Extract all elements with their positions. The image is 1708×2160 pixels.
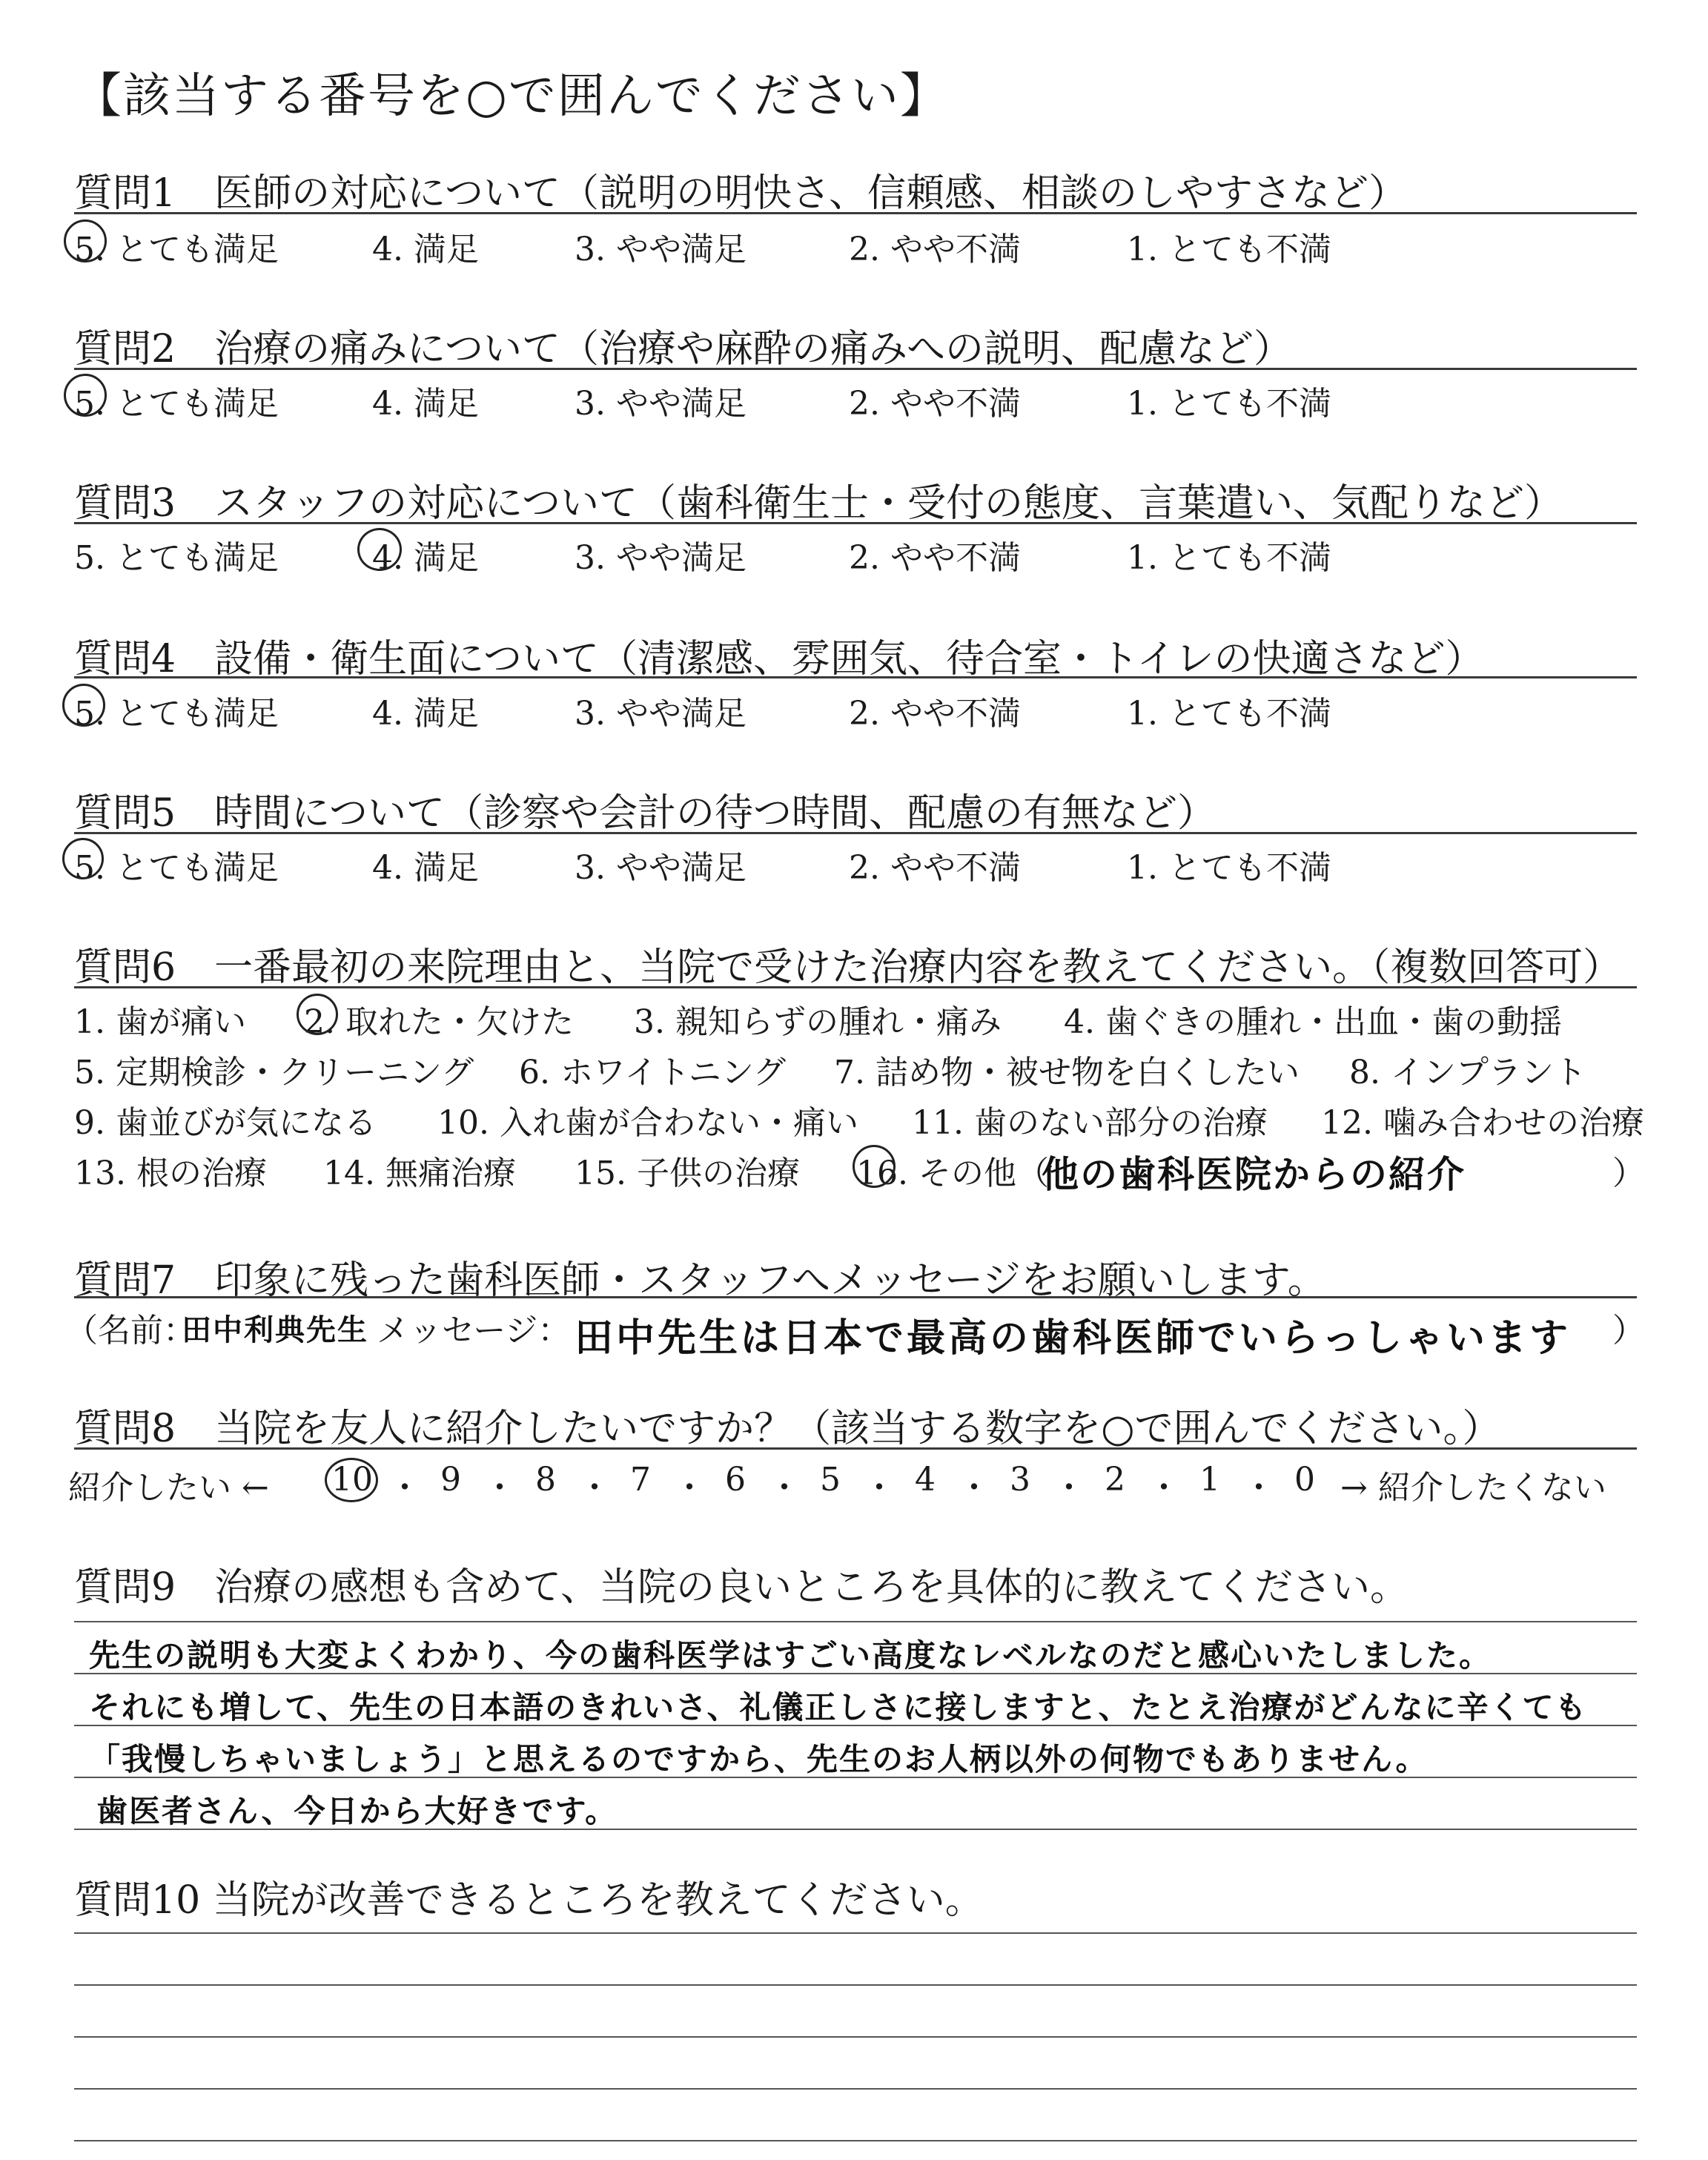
q8-selection-circle xyxy=(325,1458,378,1502)
q6-option-8[interactable]: 8. インプラント xyxy=(1349,1054,1586,1091)
q6-option-14[interactable]: 14. 無痛治療 xyxy=(323,1155,516,1192)
q8-number-7[interactable]: 7 xyxy=(630,1461,651,1499)
q9-handwritten-line-4[interactable]: 歯医者さん、今日から大好きです。 xyxy=(96,1793,618,1829)
q6-option-3[interactable]: 3. 親知らずの腫れ・痛み xyxy=(634,1003,1002,1041)
q6-option-15[interactable]: 15. 子供の治療 xyxy=(575,1155,800,1192)
q7-close-paren: ） xyxy=(1612,1312,1645,1350)
q6-option-4[interactable]: 4. 歯ぐきの腫れ・出血・歯の動揺 xyxy=(1064,1003,1562,1041)
question-8-rule xyxy=(74,1447,1637,1450)
q1-option-3[interactable]: 3. やや満足 xyxy=(575,231,747,268)
q8-dot: ・ xyxy=(1148,1469,1180,1507)
q8-number-5[interactable]: 5 xyxy=(820,1461,841,1499)
q8-number-3[interactable]: 3 xyxy=(1010,1461,1030,1499)
q1-selection-circle xyxy=(64,219,107,262)
q5-option-2[interactable]: 2. やや不満 xyxy=(849,849,1021,887)
q3-option-1[interactable]: 1. とても不満 xyxy=(1127,539,1331,577)
q2-option-5[interactable]: 5. とても満足 xyxy=(74,385,279,423)
q5-option-3[interactable]: 3. やや満足 xyxy=(575,849,747,887)
q2-selection-circle xyxy=(64,374,107,417)
q8-number-0[interactable]: 0 xyxy=(1294,1461,1315,1499)
q4-option-1[interactable]: 1. とても不満 xyxy=(1127,695,1331,733)
q5-option-1[interactable]: 1. とても不満 xyxy=(1127,849,1331,887)
question-3-rule xyxy=(74,522,1637,524)
q4-selection-circle xyxy=(62,684,105,727)
question-7-rule xyxy=(74,1296,1637,1298)
question-4-rule xyxy=(74,676,1637,678)
q3-selection-circle xyxy=(357,528,402,571)
q8-dot: ・ xyxy=(673,1469,706,1507)
q6-option-11[interactable]: 11. 歯のない部分の治療 xyxy=(912,1104,1268,1142)
q10-line-rule xyxy=(74,2088,1637,2090)
q8-dot: ・ xyxy=(1053,1469,1085,1507)
q9-handwritten-line-3[interactable]: 「我慢しちゃいましょう」と思えるのですから、先生のお人柄以外の何物でもありません。 xyxy=(89,1741,1429,1777)
q6-selection-circle-2 xyxy=(297,994,338,1035)
q8-number-9[interactable]: 9 xyxy=(440,1461,461,1499)
q8-number-6[interactable]: 6 xyxy=(725,1461,746,1499)
q6-other-handwritten[interactable]: 他の歯科医院からの紹介 xyxy=(1042,1153,1466,1196)
q9-handwritten-line-2[interactable]: それにも増して、先生の日本語のきれいさ、礼儀正しさに接しますと、たとえ治療がどんなに辛くても xyxy=(89,1689,1588,1725)
q2-option-2[interactable]: 2. やや不満 xyxy=(849,385,1021,423)
q8-dot: ・ xyxy=(958,1469,990,1507)
q2-option-1[interactable]: 1. とても不満 xyxy=(1127,385,1331,423)
q4-option-2[interactable]: 2. やや不満 xyxy=(849,695,1021,733)
q6-option-9[interactable]: 9. 歯並びが気になる xyxy=(74,1104,377,1142)
q3-option-2[interactable]: 2. やや不満 xyxy=(849,539,1021,577)
q1-option-4[interactable]: 4. 満足 xyxy=(372,231,479,268)
question-5-title: 質問5 時間について（診察や会計の待つ時間、配慮の有無など） xyxy=(74,791,1217,836)
question-3-title: 質問3 スタッフの対応について（歯科衛生士・受付の態度、言葉遣い、気配りなど） xyxy=(74,481,1563,526)
q9-line-rule xyxy=(74,1621,1637,1622)
q10-line-rule xyxy=(74,1984,1637,1986)
question-10-title: 質問10 当院が改善できるところを教えてください。 xyxy=(74,1878,984,1923)
q1-option-5[interactable]: 5. とても満足 xyxy=(74,231,279,268)
q10-line-rule xyxy=(74,1932,1637,1934)
question-2-rule xyxy=(74,368,1637,370)
q1-option-1[interactable]: 1. とても不満 xyxy=(1127,231,1331,268)
q3-option-5[interactable]: 5. とても満足 xyxy=(74,539,279,577)
q8-dot: ・ xyxy=(1242,1469,1275,1507)
q10-line-rule xyxy=(74,2036,1637,2038)
q8-dot: ・ xyxy=(388,1469,421,1507)
q7-message-label: メッセージ： xyxy=(377,1312,571,1350)
q8-number-10[interactable]: 10 xyxy=(331,1461,373,1499)
q5-option-5[interactable]: 5. とても満足 xyxy=(74,849,279,887)
question-6-title: 質問6 一番最初の来院理由と、当院で受けた治療内容を教えてください。（複数回答可） xyxy=(74,945,1622,990)
question-1-rule xyxy=(74,212,1637,214)
q6-option-6[interactable]: 6. ホワイトニング xyxy=(519,1054,787,1091)
q3-option-3[interactable]: 3. やや満足 xyxy=(575,539,747,577)
q8-dot: ・ xyxy=(483,1469,516,1507)
q8-left-label: 紹介したい ← xyxy=(68,1469,269,1507)
q8-number-1[interactable]: 1 xyxy=(1199,1461,1220,1499)
q4-option-3[interactable]: 3. やや満足 xyxy=(575,695,747,733)
q8-right-label: → 紹介したくない xyxy=(1340,1469,1606,1507)
q2-option-4[interactable]: 4. 満足 xyxy=(372,385,479,423)
q5-option-4[interactable]: 4. 満足 xyxy=(372,849,479,887)
q4-option-5[interactable]: 5. とても満足 xyxy=(74,695,279,733)
question-9-title: 質問9 治療の感想も含めて、当院の良いところを具体的に教えてください。 xyxy=(74,1565,1409,1610)
q8-dot: ・ xyxy=(578,1469,611,1507)
q6-option-16[interactable]: 16. その他（ xyxy=(856,1155,1049,1192)
q7-name-handwritten[interactable]: 田中利典先生 xyxy=(182,1313,368,1347)
q1-option-2[interactable]: 2. やや不満 xyxy=(849,231,1021,268)
q10-line-rule xyxy=(74,2140,1637,2141)
q8-dot: ・ xyxy=(863,1469,896,1507)
q8-number-2[interactable]: 2 xyxy=(1105,1461,1125,1499)
q7-message-handwritten[interactable]: 田中先生は日本で最高の歯科医師でいらっしゃいます xyxy=(575,1316,1572,1361)
q6-option-12[interactable]: 12. 噛み合わせの治療 xyxy=(1321,1104,1644,1142)
q6-option-10[interactable]: 10. 入れ歯が合わない・痛い xyxy=(437,1104,858,1142)
question-1-title: 質問1 医師の対応について（説明の明快さ、信頼感、相談のしやすさなど） xyxy=(74,171,1407,216)
q9-handwritten-line-1[interactable]: 先生の説明も大変よくわかり、今の歯科医学はすごい高度なレベルなのだと感心いたしました。 xyxy=(89,1637,1492,1674)
q6-selection-circle-16 xyxy=(853,1145,896,1188)
question-5-rule xyxy=(74,832,1637,834)
question-4-title: 質問4 設備・衛生面について（清潔感、雰囲気、待合室・トイレの快適さなど） xyxy=(74,637,1484,681)
q2-option-3[interactable]: 3. やや満足 xyxy=(575,385,747,423)
q8-number-8[interactable]: 8 xyxy=(535,1461,556,1499)
q3-option-4[interactable]: 4. 満足 xyxy=(372,539,479,577)
question-7-title: 質問7 印象に残った歯科医師・スタッフへメッセージをお願いします。 xyxy=(74,1258,1326,1303)
page-title: 【該当する番号を○で囲んでください】 xyxy=(74,69,949,124)
question-8-title: 質問8 当院を友人に紹介したいですか？（該当する数字を○で囲んでください。） xyxy=(74,1407,1501,1451)
q6-option-2[interactable]: 2. 取れた・欠けた xyxy=(304,1003,574,1041)
q8-dot: ・ xyxy=(768,1469,801,1507)
q6-option-7[interactable]: 7. 詰め物・被せ物を白くしたい xyxy=(834,1054,1300,1091)
q7-name-label: （名前： xyxy=(65,1312,196,1350)
q6-option-5[interactable]: 5. 定期検診・クリーニング xyxy=(74,1054,474,1091)
q8-number-4[interactable]: 4 xyxy=(915,1461,936,1499)
q6-option-13[interactable]: 13. 根の治療 xyxy=(74,1155,267,1192)
question-2-title: 質問2 治療の痛みについて（治療や麻酔の痛みへの説明、配慮など） xyxy=(74,327,1293,371)
q4-option-4[interactable]: 4. 満足 xyxy=(372,695,479,733)
q5-selection-circle xyxy=(62,838,104,879)
q6-option-1[interactable]: 1. 歯が痛い xyxy=(74,1003,246,1041)
q6-close-paren: ） xyxy=(1612,1155,1645,1192)
question-6-rule xyxy=(74,986,1637,988)
